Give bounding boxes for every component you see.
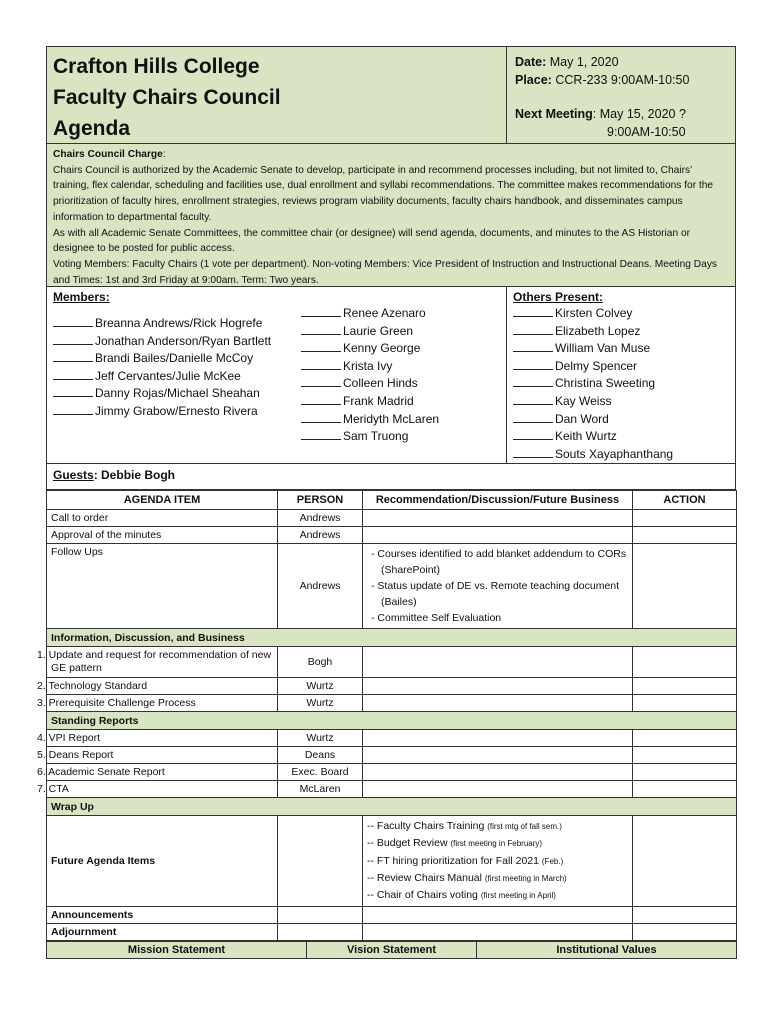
action-cell [633,907,737,924]
header [46,46,736,144]
action-cell [633,924,737,941]
next-meeting-label: Next Meeting [515,107,593,121]
charge-label: Chairs Council Charge [53,149,163,160]
action-cell [633,781,737,798]
person: Wurtz [278,730,363,747]
council-charge: Chairs Council Charge: Chairs Council is authorized by the Academic Senate to develop, participate in and recommend processes including, but not limited to, Chairs’ training, flex calendar, scheduling and facilities use, dual enrollment and syllabi recommendations. The committee makes recommendations for the prioritization of faculty hires, enrollment strategies, reviews program viability documents, faculty chairs handbook, and disseminates campus information to departmental faculty. As with all Academic Senate Committees, the committee chair (or designee) will send agenda, documents, and minutes to the AS Historian or designee to be posted for public access. Voting Members: Faculty Chairs (1 vote per department). Non-voting Members: Vice President of Instruction and Instructional Deans. Meeting Days and Times: 1st and 3rd Friday at 9:00am. Term: Two years. [46,144,736,287]
other-name: Kay Weiss [555,393,612,408]
future-item-note: (first meeting in February) [450,839,543,849]
agenda-item: 4. VPI Report [47,730,278,747]
attendance-blank [513,375,553,387]
others-present-title: Others Present: [513,290,604,304]
table-row [47,544,737,629]
table-row [47,678,737,695]
others-row [513,305,729,323]
others-row [513,411,729,429]
others-row [513,323,729,341]
attendance-blank [513,358,553,370]
place-label: Place: [515,73,552,87]
agenda-item: 7. CTA [47,781,278,798]
member-row [53,333,291,351]
member-name: Colleen Hinds [343,376,418,391]
followup-notes [367,544,628,628]
others-row [513,446,729,464]
member-row [301,393,500,411]
next-meeting-time: 9:00AM-10:50 [607,125,686,139]
member-name: Frank Madrid [343,393,414,408]
member-name: Danny Rojas/Michael Sheahan [95,386,260,401]
member-name: Jeff Cervantes/Julie McKee [95,368,241,383]
charge-paragraph-3: Voting Members: Faculty Chairs (1 vote per department). Non-voting Members: Vice President of Instruction and Instructional Deans. Meeting Days and Times: 1st and 3rd Friday at 9:00am. Term: Two years. [53,258,718,286]
others-row [513,375,729,393]
attendance-blank [301,305,341,317]
others-row [513,358,729,376]
other-name: William Van Muse [555,341,651,356]
col-recommendation: Recommendation/Discussion/Future Business [363,491,633,510]
member-row [301,411,500,429]
future-item-text: Review Chairs Manual [376,871,485,884]
attendance-blank [513,428,553,440]
other-name: Elizabeth Lopez [555,323,641,338]
table-row [47,764,737,781]
members-title: Members: [53,290,110,304]
action-cell [633,816,737,907]
section-row [47,798,737,816]
recommendation-cell [363,924,633,941]
person: Andrews [278,544,363,629]
person: Andrews [278,527,363,544]
attendance-blank [301,393,341,405]
list-item [367,870,628,887]
list-item [367,835,628,852]
person [278,924,363,941]
list-item [367,818,628,835]
action-cell [633,527,737,544]
member-name: Krista Ivy [343,358,393,373]
attendance-blank [53,403,93,415]
guests-line [46,464,736,490]
recommendation-cell [363,510,633,527]
attendance-blank [301,411,341,423]
table-row [47,647,737,678]
action-cell [633,510,737,527]
agenda-item: Future Agenda Items [47,816,278,907]
action-cell [633,764,737,781]
list-item [367,853,628,870]
member-row [301,305,500,323]
member-row [53,368,291,386]
other-name: Delmy Spencer [555,358,638,373]
person: Andrews [278,510,363,527]
agenda-item: 5. Deans Report [47,747,278,764]
member-name: Brandi Bailes/Danielle McCoy [95,351,254,366]
member-name: Kenny George [343,341,421,356]
section-standing-title: Standing Reports [47,712,737,730]
place-line [515,71,727,89]
attendance-blank [513,411,553,423]
recommendation-cell [363,695,633,712]
future-item-text: Budget Review [376,837,451,850]
other-name: Dan Word [555,411,609,426]
agenda-item: Approval of the minutes [47,527,278,544]
person: McLaren [278,781,363,798]
col-agenda-item: AGENDA ITEM [47,491,278,510]
recommendation-cell [363,527,633,544]
recommendation-cell [363,730,633,747]
others-row [513,340,729,358]
future-item-text: Faculty Chairs Training [376,820,488,832]
list-item: - Courses identified to add blanket addendum to CORs (SharePoint) [371,546,628,578]
future-item-note: (Feb.) [541,856,564,866]
recommendation-cell [363,816,633,907]
other-name: Christina Sweeting [555,376,656,391]
others-present-column [507,287,735,463]
section-wrap-title: Wrap Up [47,798,737,816]
list-item [367,887,628,904]
table-row [47,730,737,747]
person: Bogh [278,647,363,678]
agenda-item: Follow Ups [47,544,278,629]
member-name: Breanna Andrews/Rick Hogrefe [95,316,263,330]
member-row [301,323,500,341]
place-value: CCR-233 9:00AM-10:50 [555,73,690,87]
attendance-blank [513,393,553,405]
member-row [301,358,500,376]
recommendation-cell [363,647,633,678]
member-row [53,385,291,403]
title-agenda: Agenda [53,117,131,140]
person: Wurtz [278,678,363,695]
other-name: Kirsten Colvey [555,306,633,320]
attendance-blank [301,323,341,335]
member-row [53,350,291,368]
agenda-item: Adjournment [47,924,278,941]
attendance-blank [513,323,553,335]
future-item-note: (first meeting in April) [480,891,556,901]
title-college: Crafton Hills College [53,55,260,78]
agenda-item: 3. Prerequisite Challenge Process [47,695,278,712]
attendance-blank [53,385,93,397]
meeting-info [507,47,735,143]
guests-value: : Debbie Bogh [93,468,176,482]
col-action: ACTION [633,491,737,510]
institutional-values: Institutional Values [477,942,737,959]
recommendation-cell [363,781,633,798]
agenda-item: 1. Update and request for recommendation of new GE pattern [47,647,278,678]
attendance-blank [53,368,93,380]
member-row [301,428,500,446]
person [278,907,363,924]
agenda-item: 2. Technology Standard [47,678,278,695]
table-row [47,907,737,924]
member-name: Jonathan Anderson/Ryan Bartlett [95,333,272,348]
member-row [53,315,291,333]
member-name: Jimmy Grabow/Ernesto Rivera [95,403,258,418]
member-row [301,375,500,393]
next-meeting-value: : May 15, 2020 ? [592,107,686,121]
col-person: PERSON [278,491,363,510]
table-row [47,527,737,544]
person: Deans [278,747,363,764]
table-row [47,924,737,941]
section-row [47,712,737,730]
recommendation-cell [363,544,633,629]
attendance-blank [53,350,93,362]
recommendation-cell [363,764,633,781]
others-row [513,428,729,446]
charge-paragraph-1: Chairs Council is authorized by the Academic Senate to develop, participate in and recommend processes including, but not limited to, Chairs’ training, flex calendar, scheduling and facilities use, dual enrollment and syllabi recommendations. The committee makes recommendations for the prioritization of faculty hires, enrollment strategies, reviews program viability documents, faculty chairs handbook, and disseminates campus information to departmental faculty. [53,164,714,223]
member-name: Renee Azenaro [343,306,426,320]
recommendation-cell [363,907,633,924]
table-row [47,510,737,527]
charge-paragraph-2: As with all Academic Senate Committees, the committee chair (or designee) will send agenda, documents, and minutes to the AS Historian or designee to be posted for public access. [53,227,691,255]
table-row [47,816,737,907]
action-cell [633,747,737,764]
list-item: - Status update of DE vs. Remote teaching document (Bailes) [371,578,628,610]
attendance-blank [301,428,341,440]
action-cell [633,678,737,695]
future-item-text: FT hiring prioritization for Fall 2021 [376,854,542,867]
members-column-2 [297,287,507,463]
recommendation-cell [363,747,633,764]
date-label: Date: [515,55,547,69]
action-cell [633,730,737,747]
member-row [301,340,500,358]
person: Wurtz [278,695,363,712]
person: Exec. Board [278,764,363,781]
other-name: Souts Xayaphanthang [555,446,674,461]
recommendation-cell [363,678,633,695]
member-row [53,403,291,421]
title-block [47,47,507,143]
table-header-row [47,491,737,510]
section-info-title: Information, Discussion, and Business [47,629,737,647]
agenda-item: Call to order [47,510,278,527]
member-name: Sam Truong [343,429,409,444]
future-item-text: Chair of Chairs voting [376,889,481,902]
attendance-blank [513,340,553,352]
member-name: Laurie Green [343,323,414,338]
attendance-blank [53,333,93,345]
future-item-note: (first meeting in March) [484,873,567,883]
footer-row [47,942,737,959]
section-row [47,629,737,647]
action-cell [633,647,737,678]
next-meeting-line [515,105,727,123]
agenda-document [37,46,736,959]
table-row [47,695,737,712]
table-row [47,747,737,764]
guests-label: Guests [53,468,94,482]
attendance-blank [301,375,341,387]
table-row [47,781,737,798]
agenda-table [37,490,737,941]
title-council: Faculty Chairs Council [53,86,281,109]
members-column-1 [47,287,297,463]
date-value: May 1, 2020 [549,55,619,69]
footer-table [46,941,737,959]
agenda-item: Announcements [47,907,278,924]
attendance-blank [301,358,341,370]
other-name: Keith Wurtz [555,429,617,444]
others-row [513,393,729,411]
action-cell [633,695,737,712]
future-item-note: (first mtg of fall sem.) [487,822,562,831]
mission-statement: Mission Statement [47,942,307,959]
action-cell [633,544,737,629]
person [278,816,363,907]
attendance-blank [513,446,553,458]
members-section [46,287,736,464]
date-line [515,53,727,71]
future-items-list [367,816,628,906]
agenda-item: 6. Academic Senate Report [47,764,278,781]
member-name: Meridyth McLaren [343,411,440,426]
attendance-blank [53,315,93,327]
attendance-blank [301,340,341,352]
attendance-blank [513,305,553,317]
vision-statement: Vision Statement [307,942,477,959]
list-item: - Committee Self Evaluation [371,610,628,626]
